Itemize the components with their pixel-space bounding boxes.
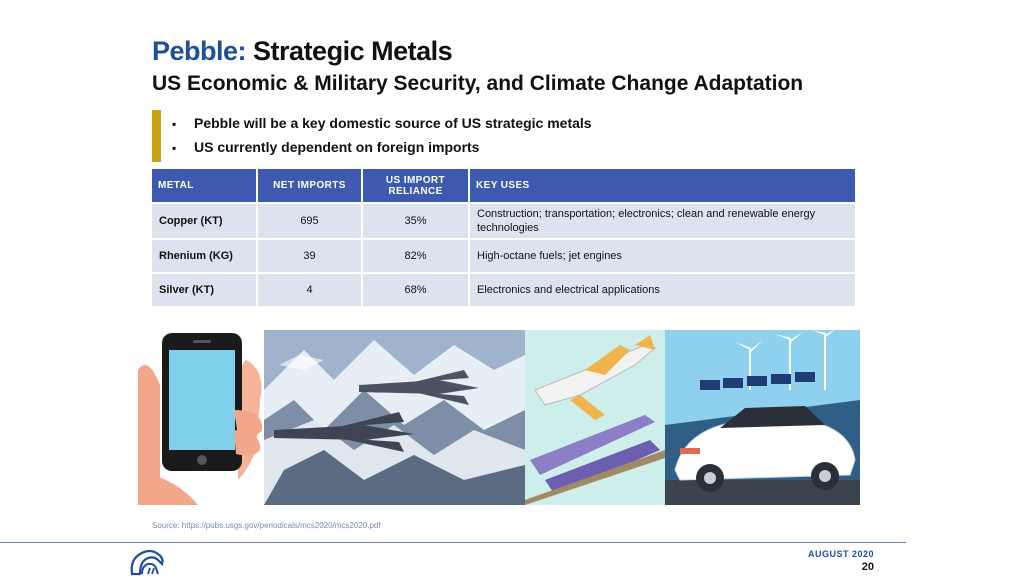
slide-subtitle: US Economic & Military Security, and Climate Change Adaptation — [152, 72, 804, 95]
footer-date: AUGUST 2020 — [807, 549, 874, 559]
table-row — [152, 203, 855, 239]
title-rest: Strategic Metals — [253, 36, 453, 66]
company-logo — [128, 546, 168, 581]
table-row — [152, 239, 855, 273]
bullet-item: ▪ US currently dependent on foreign imports — [172, 136, 592, 160]
cell-net-imports: 39 — [257, 239, 362, 273]
cell-metal: Silver (KT) — [152, 273, 257, 306]
header-reliance-line2: RELIANCE — [388, 185, 443, 197]
header-metal: METAL — [152, 169, 257, 203]
fighter-jets-image — [264, 330, 525, 505]
cell-key-uses: Electronics and electrical applications — [469, 273, 855, 306]
cell-metal: Copper (KT) — [152, 203, 257, 239]
smartphone-image — [138, 330, 264, 505]
bullet-item: ▪ Pebble will be a key domestic source of US strategic metals — [172, 112, 592, 136]
electric-car-image — [665, 330, 860, 505]
title-brand: Pebble: — [152, 36, 247, 66]
page-number: 20 — [861, 561, 874, 573]
bullet-list — [172, 112, 592, 160]
slide-title — [152, 36, 452, 67]
source-citation: Source: https://pubs.usgs.gov/periodicals/mcs2020/mcs2020.pdf — [152, 521, 381, 530]
cell-reliance: 35% — [362, 203, 469, 239]
cell-reliance: 68% — [362, 273, 469, 306]
cell-net-imports: 4 — [257, 273, 362, 306]
table-row — [152, 273, 855, 306]
cell-key-uses: High-octane fuels; jet engines — [469, 239, 855, 273]
cell-net-imports: 695 — [257, 203, 362, 239]
table-header-row — [152, 169, 855, 203]
metals-table — [152, 169, 855, 306]
cell-reliance: 82% — [362, 239, 469, 273]
transport-image — [525, 330, 665, 505]
header-reliance-line1: US IMPORT — [385, 174, 446, 186]
accent-bar — [152, 110, 161, 162]
header-key-uses: KEY USES — [469, 169, 855, 203]
header-reliance — [362, 169, 469, 203]
footer-divider — [0, 542, 906, 543]
cell-metal: Rhenium (KG) — [152, 239, 257, 273]
cell-key-uses: Construction; transportation; electronics; clean and renewable energy technologies — [469, 203, 855, 239]
header-net-imports: NET IMPORTS — [257, 169, 362, 203]
